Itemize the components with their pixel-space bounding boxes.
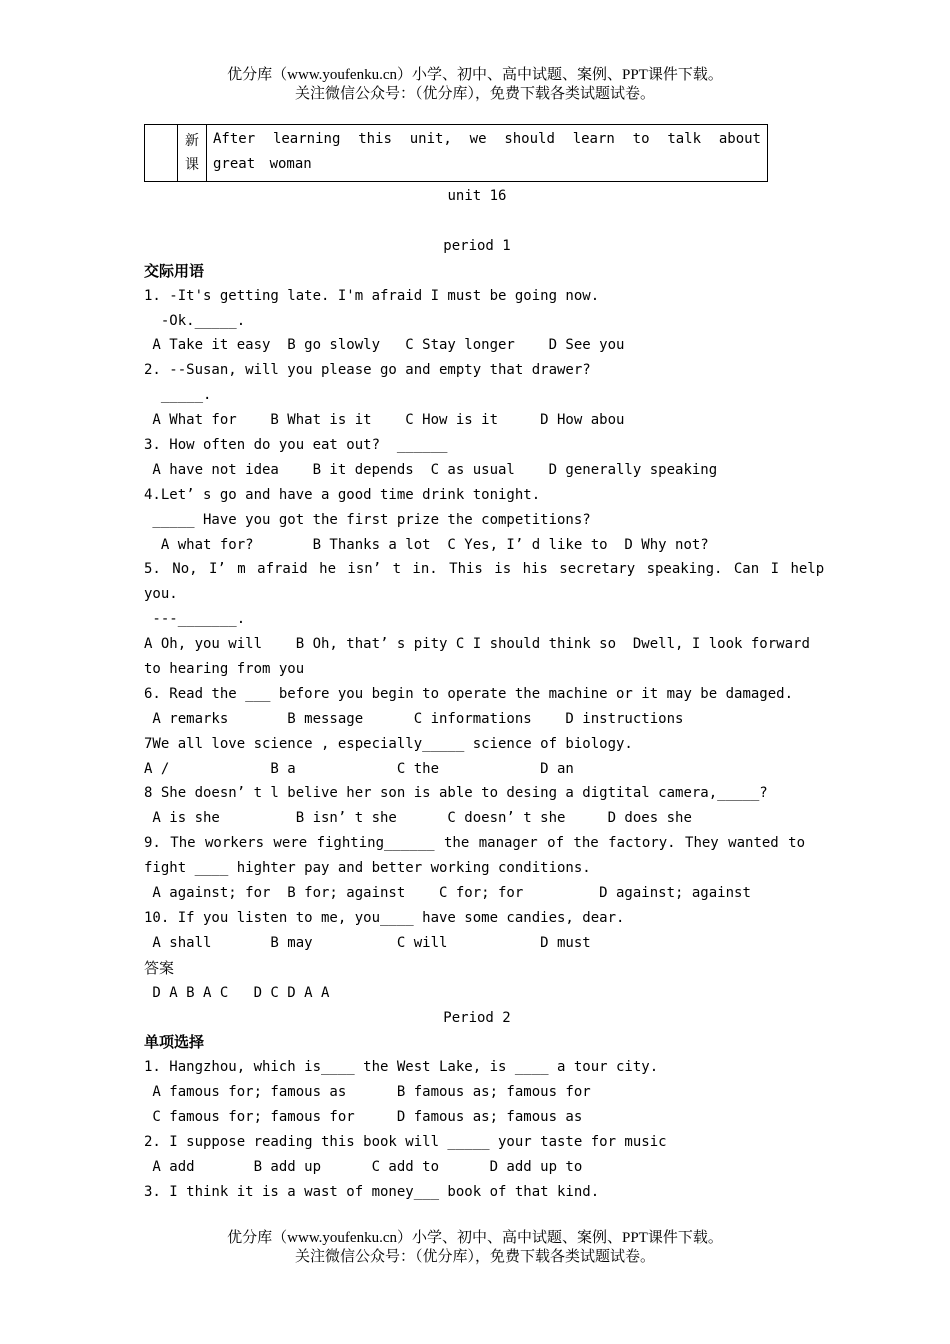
table-empty-cell	[145, 125, 178, 182]
page-footer	[0, 1229, 950, 1267]
table-text-cell: After learning this unit, we should learn to talk about great woman	[207, 125, 768, 182]
question-line: you.	[144, 586, 178, 603]
answer-key: D A B A C D C D A A	[144, 984, 330, 1001]
unit-title: unit 16	[447, 188, 507, 204]
question-line: 10. If you listen to me, you____ have some candies, dear.	[144, 909, 625, 926]
section-heading-multiple-choice: 单项选择	[144, 1033, 205, 1052]
question-line: 1. Hangzhou, which is____ the West Lake, is ____ a tour city.	[144, 1059, 659, 1076]
options-line: A remarks B message C informations D instructions	[144, 710, 684, 727]
options-line: A add B add up C add to D add up to	[144, 1158, 583, 1175]
objective-table	[144, 124, 768, 182]
question-line: 2. --Susan, will you please go and empty that drawer?	[144, 362, 591, 379]
header-line-1: 优分库（www.youfenku.cn）小学、初中、高中试题、案例、PPT课件下载。	[227, 67, 723, 83]
section-heading-communication: 交际用语	[144, 261, 205, 280]
options-line: A famous for; famous as B famous as; famous for	[144, 1084, 591, 1101]
options-line: A against; for B for; against C for; for D against; against	[144, 885, 751, 902]
options-line: A have not idea B it depends C as usual D generally speaking	[144, 461, 718, 478]
question-line: 9. The workers were fighting______ the manager of the factory. They wanted to	[144, 835, 806, 852]
question-line: 7We all love science , especially_____ science of biology.	[144, 735, 633, 752]
options-line: A Oh, you will B Oh, that’ s pity C I should think so Dwell, I look forward	[144, 636, 810, 653]
options-line: to hearing from you	[144, 661, 305, 678]
question-line: 1. -It's getting late. I'm afraid I must be going now.	[144, 287, 600, 304]
document-body	[144, 124, 825, 1205]
options-line: A what for? B Thanks a lot C Yes, I’ d like to D Why not?	[144, 536, 709, 553]
question-line: fight ____ highter pay and better working conditions.	[144, 860, 591, 877]
footer-line-1: 优分库（www.youfenku.cn）小学、初中、高中试题、案例、PPT课件下载。	[227, 1230, 723, 1246]
question-line: 3. How often do you eat out? ______	[144, 437, 448, 454]
options-line: A shall B may C will D must	[144, 934, 591, 951]
question-line: 5. No, I’ m afraid he isn’ t in. This is his secretary speaking. Can I help	[144, 561, 825, 578]
footer-line-2: 关注微信公众号：（优分库），免费下载各类试题试卷。	[294, 1249, 655, 1265]
table-label-cell: 新课	[178, 125, 207, 182]
options-line: C famous for; famous for D famous as; famous as	[144, 1109, 583, 1126]
header-line-2: 关注微信公众号：（优分库），免费下载各类试题试卷。	[294, 86, 655, 102]
period-1-title: period 1	[443, 237, 511, 254]
question-line: _____.	[144, 387, 212, 404]
question-line: ---_______.	[144, 611, 246, 628]
question-line: 4.Let’ s go and have a good time drink tonight.	[144, 486, 541, 503]
period-2-questions	[144, 1055, 810, 1204]
question-line: -Ok._____.	[144, 312, 246, 329]
options-line: A What for B What is it C How is it D How abou	[144, 412, 625, 429]
question-line: _____ Have you got the first prize the competitions?	[144, 511, 591, 528]
page-header	[0, 66, 950, 104]
question-line: 6. Read the ___ before you begin to operate the machine or it may be damaged.	[144, 685, 794, 702]
options-line: A Take it easy B go slowly C Stay longer D See you	[144, 337, 625, 354]
question-line: 3. I think it is a wast of money___ book of that kind.	[144, 1183, 600, 1200]
answer-label: 答案	[144, 958, 175, 977]
period-2-title: Period 2	[443, 1009, 511, 1026]
question-line: 2. I suppose reading this book will _____ your taste for music	[144, 1133, 667, 1150]
options-line: A / B a C the D an	[144, 760, 574, 777]
options-line: A is she B isn’ t she C doesn’ t she D does she	[144, 810, 692, 827]
question-line: 8 She doesn’ t l belive her son is able to desing a digtital camera,_____?	[144, 785, 768, 802]
period-1-questions	[144, 284, 825, 956]
